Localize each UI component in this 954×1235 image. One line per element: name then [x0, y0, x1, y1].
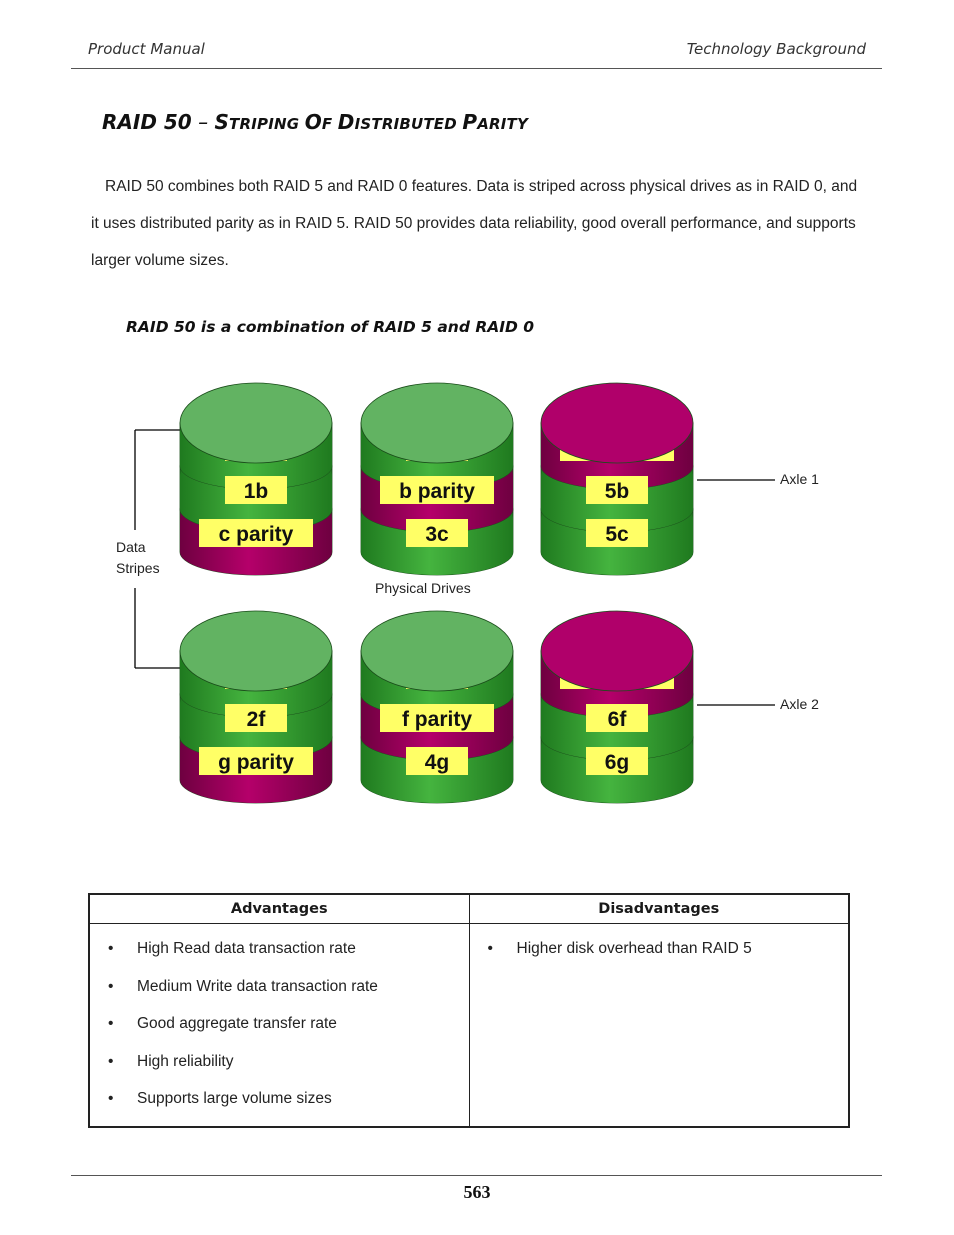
- bullet-icon: •: [108, 1015, 114, 1032]
- stripe-label: 1b: [243, 480, 269, 503]
- drive-top: [541, 611, 693, 691]
- disadvantages-list: [470, 934, 849, 972]
- bullet-icon: •: [108, 977, 114, 995]
- advantage-text: Good aggregate transfer rate: [137, 1015, 337, 1032]
- disadvantage-text: Higher disk overhead than RAID 5: [516, 940, 752, 957]
- table-row: [89, 924, 849, 1127]
- stripe-label: 5c: [605, 523, 629, 546]
- drive-3: [541, 383, 693, 575]
- bullet-icon: •: [108, 940, 114, 957]
- drive-5: [361, 611, 513, 803]
- list-item: [470, 934, 849, 972]
- stripe-label: b parity: [399, 480, 475, 503]
- advantages-header: Advantages: [89, 894, 469, 924]
- data-stripes-label-line2: Stripes: [116, 560, 160, 576]
- header-product-manual: Product Manual: [88, 40, 205, 58]
- drive-6: [541, 611, 693, 803]
- bullet-icon: •: [487, 940, 493, 957]
- footer-rule: [71, 1175, 882, 1176]
- stripe-label: c parity: [218, 523, 294, 546]
- list-item: [90, 1047, 469, 1085]
- section-title-sub: STRIPING OF DISTRIBUTED PARITY: [214, 110, 529, 134]
- stripe-label: 2f: [246, 708, 266, 731]
- drive-top: [180, 611, 332, 691]
- page-number: 563: [463, 1182, 491, 1202]
- advantage-text: High reliability: [137, 1052, 234, 1070]
- header-section-name: Technology Background: [686, 40, 866, 58]
- raid50-diagram: [0, 370, 954, 810]
- bullet-icon: •: [108, 1052, 114, 1070]
- drive-1: [180, 383, 332, 575]
- advantages-list: [90, 934, 469, 1122]
- stripe-label: 5b: [604, 480, 630, 503]
- drive-4: [180, 611, 332, 803]
- comparison-table: [88, 893, 850, 1128]
- figure-caption: RAID 50 is a combination of RAID 5 and RAID 0: [126, 318, 535, 336]
- disadvantages-header: Disadvantages: [469, 894, 849, 924]
- section-title-main: RAID 50: [102, 110, 192, 134]
- header-rule: [71, 68, 882, 69]
- stripe-label: 3c: [425, 523, 449, 546]
- stripe-label: 6g: [604, 751, 630, 774]
- stripe-label: f parity: [401, 708, 473, 731]
- advantages-cell: [89, 924, 469, 1127]
- drive-top: [361, 611, 513, 691]
- list-item: [90, 972, 469, 1010]
- table-header-row: [89, 894, 849, 924]
- list-item: [90, 934, 469, 972]
- drive-top: [541, 383, 693, 463]
- drive-2: [361, 383, 513, 575]
- stripe-label: g parity: [218, 751, 294, 774]
- advantage-text: Medium Write data transaction rate: [137, 977, 378, 995]
- list-item: [90, 1009, 469, 1047]
- drive-top: [361, 383, 513, 463]
- body-paragraph: RAID 50 combines both RAID 5 and RAID 0 features. Data is striped across physical drives as in RAID 0, and it uses distributed parity as in RAID 5. RAID 50 provides data reliability, good overall performance, and supports larger volume sizes.: [91, 178, 858, 269]
- physical-drives-label: Physical Drives: [375, 580, 471, 596]
- disadvantages-cell: [469, 924, 849, 1127]
- section-title: [102, 110, 528, 134]
- advantage-text: Supports large volume sizes: [137, 1090, 332, 1107]
- section-title-dash: –: [191, 110, 215, 134]
- data-stripes-label-line1: Data: [116, 539, 146, 555]
- advantage-text: High Read data transaction rate: [137, 940, 356, 957]
- bullet-icon: •: [108, 1090, 114, 1107]
- stripe-label: 4g: [424, 751, 450, 774]
- list-item: [90, 1084, 469, 1122]
- drive-top: [180, 383, 332, 463]
- axle2-label: Axle 2: [780, 696, 819, 712]
- stripe-label: 6f: [607, 708, 627, 731]
- axle1-label: Axle 1: [780, 471, 819, 487]
